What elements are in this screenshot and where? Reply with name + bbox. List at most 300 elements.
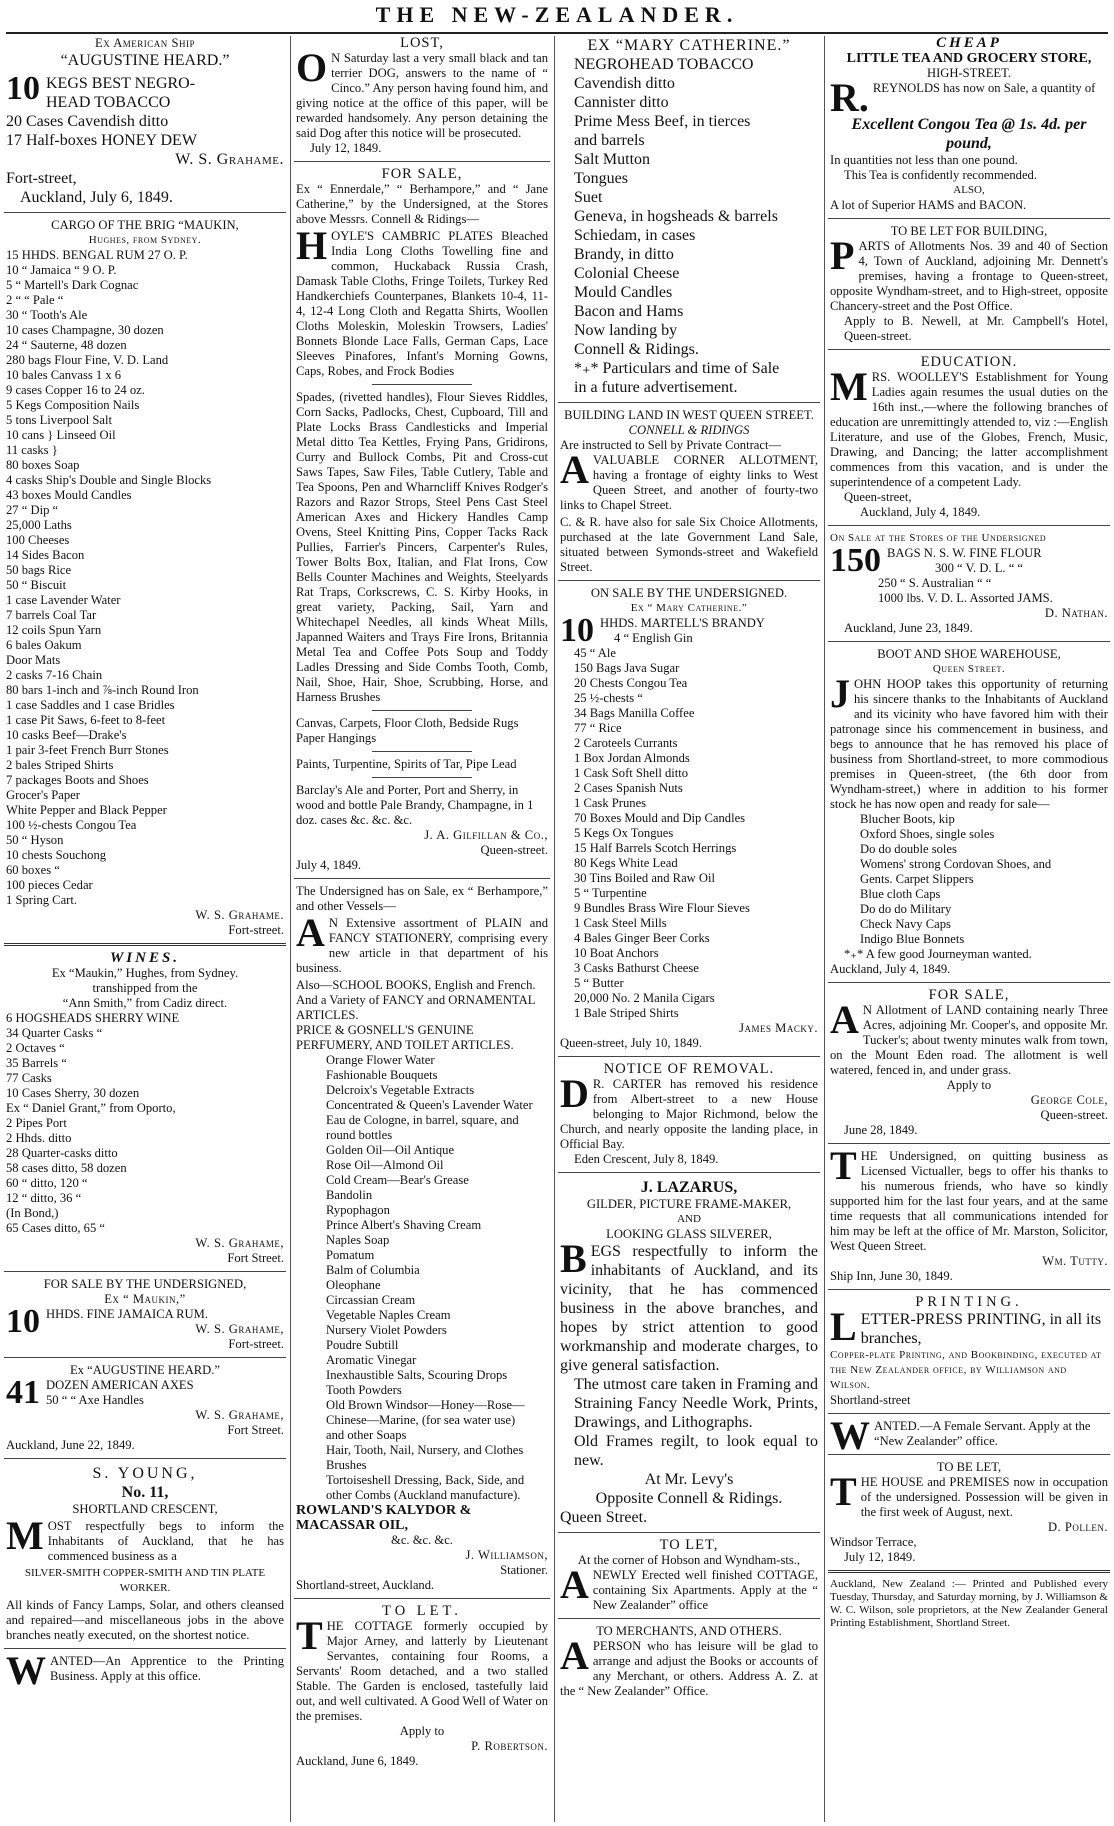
ad-line: 17 Half-boxes HONEY DEW [6,132,197,149]
list-item: Bacon and Hams [574,303,684,320]
list-item: Geneva, in hogsheads & barrels [574,208,778,225]
ad-signature: D. Nathan. [1044,606,1108,620]
drop-cap: A [296,910,325,955]
list-item: 2 casks 7-16 Chain [6,668,103,682]
ad-heading: BUILDING LAND IN WEST QUEEN STREET. [564,408,814,422]
ad-date: July 12, 1849. [844,1550,916,1564]
ad-date: Auckland, June 23, 1849. [844,621,973,635]
list-item: 1 pair 3-feet French Burr Stones [6,743,169,757]
ad-heading: EX “MARY CATHERINE.” [587,37,791,54]
ad-body: Barclay's Ale and Porter, Port and Sherry, in wood and bottle Pale Brandy, Champagne, in 1 doz. cases &c. &c. &c. [296,783,534,827]
drop-cap: D [560,1071,589,1116]
ad-signature: D. Pollen. [1047,1520,1108,1534]
drop-cap: T [830,1469,857,1514]
list-item: 100 ½-chests Congou Tea [6,818,137,832]
ad-line: Apply to [946,1078,992,1092]
list-item: 27 “ Dip “ [6,503,59,517]
ad-line: ALSO, [953,184,985,196]
list-item: 77 Casks [6,1071,52,1085]
ad-body: NEWLY Erected well finished COTTAGE, containing Six Apartments. Apply at the “ New Zealander” office [592,1568,818,1612]
list-item: 5 “ Turpentine [574,886,647,900]
ad-body: OHN HOOP takes this opportunity of returning his sincere thanks to the Inhabitants of Auckland and its vicinity who have favored him with their patronage since his commencement in business, and begs to announce that he has removed his place of business from Shortland-street, to more commodious premises in Queen-street, (the 6th door from Wyndham-street,) where in addition to his former stock he has now open and ready for sale— [830,677,1108,811]
macky-brandy-ad [560,586,818,1051]
list-item: Chinese—Marine, (for sea water use) [326,1413,516,1427]
list-item: 7 packages Boots and Shoes [6,773,149,787]
list-item: Tongues [574,170,628,187]
ad-place: Queen-street. [480,843,548,857]
ad-subheading: Queen Street. [932,663,1006,675]
list-item: Oxford Shoes, single soles [860,827,995,841]
list-item: Colonial Cheese [574,265,680,282]
gilfillan-ad [296,167,548,873]
ad-body: Ex “ Ennerdale,” “ Berhampore,” and “ Jane Catherine,” by the Undersigned, at the Stores above Messrs. Connell & Ridings— [296,182,548,226]
list-item: 50 “ Hyson [6,833,64,847]
ad-rule [558,1532,820,1533]
list-item: 2 “ “ Pale “ [6,293,64,307]
list-item: Rose Oil—Almond Oil [326,1158,444,1172]
list-item: round bottles [326,1128,393,1142]
list-item: 30 “ Tooth's Ale [6,308,88,322]
masthead: THE NEW-ZEALANDER. [375,2,739,27]
ad-body: The utmost care taken in Framing and Straining Fancy Needle Work, Prints, Drawings, and Lithographs. [574,1376,818,1431]
printer-imprint: Auckland, New Zealand :— Printed and Published every Tuesday, Thursday, and Saturday morning, by J. Williamson & W. C. Wilson, sole proprietors, at the New Zealander General Printing Establishment, Shortland Street. [830,1578,1108,1629]
ad-rule [828,349,1110,350]
ad-address: At Mr. Levy's [644,1471,734,1488]
ad-signature: J. Williamson, [465,1548,548,1562]
list-item: Cold Cream—Bear's Grease [326,1173,469,1187]
list-item: 7 barrels Coal Tar [6,608,97,622]
ad-heading: FOR SALE, [381,166,463,182]
list-item: Eau de Cologne, in barrel, square, and [326,1113,519,1127]
ad-rule [372,710,473,711]
list-item: 14 Sides Bacon [6,548,85,562]
lost-dog-ad [296,36,548,156]
list-item: 2 Pipes Port [6,1116,67,1130]
list-item: 28 Quarter-casks ditto [6,1146,118,1160]
list-item: 100 pieces Cedar [6,878,93,892]
stock-list [830,812,1108,947]
list-item: 1 Cask Soft Shell ditto [574,766,689,780]
list-item: 1 Box Jordan Almonds [574,751,690,765]
list-item: 10 bales Canvass 1 x 6 [6,368,122,382]
ad-signature: P. Robertson. [471,1739,548,1753]
ad-line: *₊* A few good Journeyman wanted. [844,947,1032,961]
ad-body: N Allotment of LAND containing nearly Three Acres, adjoining Mr. Cooper's, and opposite Mr. Tucker's; about twenty minutes walk from town, on the Mount Eden road. The allotment is well watered, fenced in, and under grass. [830,1003,1108,1077]
list-item: Concentrated & Queen's Lavender Water [326,1098,533,1112]
ad-place: Fort-street, [6,170,77,187]
ad-title: CHEAP [936,36,1002,51]
ad-number: 10 [6,1303,40,1340]
lazarus-ad [560,1178,818,1527]
building-land-ad [560,408,818,575]
maukin-cargo-ad [6,218,284,938]
ad-subheading: CONNELL & RIDINGS [628,423,750,437]
column-1 [4,36,286,1688]
list-item: 10 casks Beef—Drake's [6,728,127,742]
tutty-ad [830,1143,1108,1284]
list-item: Gents. Carpet Slippers [860,872,974,886]
ad-signature: J. A. Gilfillan & Co., [424,828,548,842]
list-item: Do do do Military [860,902,952,916]
ad-subheading: Ex “ Mary Catherine.” [630,602,748,614]
ad-body: Paints, Turpentine, Spirits of Tar, Pipe Lead [296,757,517,771]
ad-rule [372,384,473,385]
ad-date: Queen-street, July 10, 1849. [560,1036,702,1050]
cottage-hobson-ad [560,1538,818,1613]
list-item: and barrels [574,132,645,149]
education-ad [830,355,1108,520]
list-item: *₊* Particulars and time of Sale [574,360,780,377]
williamson-stationery-ad [296,884,548,1593]
list-item: Brushes [326,1458,367,1472]
list-item: 300 “ V. D. L. “ “ [935,561,1024,575]
ad-line: 20 Cases Cavendish ditto [6,113,169,130]
list-item: Golden Oil—Oil Antique [326,1143,455,1157]
list-item: 10 cases Champagne, 30 dozen [6,323,164,337]
ad-rule [4,1357,286,1358]
ad-body: EGS respectfully to inform the inhabitants of Auckland, and its vicinity, that he has commenced business in the above branches, and hopes by strict attention to good workmanship and moderate charges, to give general satisfaction. [560,1243,818,1374]
list-item: 80 Kegs White Lead [574,856,678,870]
ad-line: HHDS. MARTELL'S BRANDY [600,616,765,630]
ad-line: 50 “ “ Axe Handles [46,1393,144,1407]
list-item: Indigo Blue Bonnets [860,932,965,946]
list-item: Cannister ditto [574,94,669,111]
house-to-let-ad [830,1460,1108,1565]
ad-signature: W. S. Grahame, [195,1408,284,1422]
list-item: Balm of Columbia [326,1263,420,1277]
drop-cap: L [830,1304,857,1349]
list-item: 11 casks } [6,443,58,457]
ad-heading: NOTICE OF REMOVAL. [603,1061,775,1077]
list-item: 150 Bags Java Sugar [574,661,680,675]
ad-highlight: Excellent Congou Tea @ 1s. 4d. per pound, [851,116,1087,152]
ad-rule [828,982,1110,983]
ad-date: Auckland, June 6, 1849. [296,1754,419,1768]
list-item: 100 Cheeses [6,533,70,547]
ad-rule [828,1454,1110,1455]
ad-body: OYLE'S CAMBRIC PLATES Bleached India Long Cloths Towelling fine and common, Huckaback Russia Crash, Damask Table Cloths, Fringe Toilets, Turkey Red Handkerchiefs Counterpanes, Blankets 10-4, 11-4, 12-4 Long Cloth and Regatta Shirts, Woollen Cloths Moleskin, Moleskin Trowsers, Ladies' Bonnets Blonde Lace Falls, German Caps, Lace Sleeves Pinafores, Infant's Morning Gowns, Caps, Robes, and Frock Bodies [296,229,548,378]
ad-line: &c. &c. &c. [391,1533,453,1547]
ad-rule [4,943,286,946]
cottage-to-let-ad [296,1604,548,1769]
ad-number: 10 [560,612,594,649]
ad-subheading: At the corner of Hobson and Wyndham-sts., [577,1553,801,1567]
ad-signature: James Macky. [739,1021,818,1035]
ad-rule [372,751,473,752]
column-2 [294,36,550,1769]
ad-heading: EDUCATION. [920,354,1018,370]
list-item: 10 “ Jamaica “ 9 O. P. [6,263,117,277]
drop-cap: J [830,671,850,716]
list-item: 280 bags Flour Fine, V. D. Land [6,353,169,367]
ad-body: HE Undersigned, on quitting business as Licensed Victualler, begs to offer his thanks to his numerous friends, who have so kindly supported him for the last four years, and at the same time requests that all communications intended for him may be left at the office of Mr. Marston, Solicitor, West Queen Street. [830,1149,1108,1253]
land-for-sale-ad [830,988,1108,1138]
list-item: 9 cases Copper 16 to 24 oz. [6,383,145,397]
drop-cap: H [296,223,328,268]
ad-heading: TO BE LET FOR BUILDING, [890,224,1048,238]
ad-body: A lot of Superior HAMS and BACON. [830,198,1027,212]
ad-rule [558,1618,820,1619]
nathan-flour-ad [830,531,1108,636]
ad-rule [294,878,550,879]
list-item: Cavendish ditto [574,75,675,92]
list-item: 77 “ Rice [574,721,622,735]
ad-heading: S. YOUNG, [92,1465,198,1482]
list-item: 5 tons Liverpool Salt [6,413,112,427]
drop-cap: T [830,1143,857,1188]
printing-ad [830,1295,1108,1408]
list-item: Blucher Boots, kip [860,812,955,826]
ad-date: Auckland, June 22, 1849. [6,1438,135,1452]
ad-place: Queen-street, [844,490,912,504]
list-item: Grocer's Paper [6,788,80,802]
drop-cap: T [296,1613,323,1658]
list-item: Blue cloth Caps [860,887,941,901]
drop-cap: A [560,1562,589,1607]
list-item: Naples Soap [326,1233,390,1247]
list-item: 10 cans } Linseed Oil [6,428,116,442]
ad-address: Opposite Connell & Ridings. [595,1490,783,1507]
ad-subheading: Ex “ Maukin,” [104,1292,186,1306]
list-item: 4 casks Ship's Double and Single Blocks [6,473,212,487]
ad-signature: W. S. Grahame, [195,1322,284,1336]
list-item: Brandy, in ditto [574,246,674,263]
drop-cap: R. [830,75,869,120]
list-item: 43 boxes Mould Candles [6,488,132,502]
list-item: 12 “ ditto, 36 “ [6,1191,82,1205]
list-item: Hair, Tooth, Nail, Nursery, and Clothes [326,1443,524,1457]
axes-ad [6,1363,284,1453]
ad-heading: Ex “AUGUSTINE HEARD.” [69,1363,221,1377]
ad-heading: CARGO OF THE BRIG “MAUKIN, [51,218,239,232]
ad-body: C. & R. have also for sale Six Choice Allotments, purchased at the late Government Land Sale, situated between Symonds-street and Wakefield Street. [560,515,818,574]
list-item: 50 “ Biscuit [6,578,67,592]
list-item: 6 HOGSHEADS SHERRY WINE [6,1011,180,1025]
ad-title: WINES. [109,950,181,966]
ad-role: Stationer. [500,1563,548,1577]
list-item: Pomatum [326,1248,375,1262]
young-ad [6,1464,284,1643]
ad-body: N Saturday last a very small black and tan terrier DOG, answers to the name of “ Cinco.” Any person having found him, and giving notice at the office of this paper, will be rewarded handsomely. Any person detaining the said Dog after this notice will be prosecuted. [296,51,548,140]
ad-date: Eden Crescent, July 8, 1849. [574,1152,719,1166]
ad-body: RS. WOOLLEY'S Establishment for Young Ladies again resumes the usual duties on the 16th inst.,—where the following branches of education are unremittingly attended to, viz :—English Literature, and use of the Globes, French, Music, Drawing, and Dancing; the latter accomplishment commences from this vacation, and is under the superintendence of a competent Lady. [830,370,1108,489]
list-item: 10 chests Souchong [6,848,107,862]
ad-signature: W. S. Grahame. [175,151,284,168]
ad-rule [558,1056,820,1057]
list-item: 25,000 Laths [6,518,72,532]
ad-rule [372,777,473,778]
ad-place: Fort-street. [228,923,284,937]
ad-heading: LOST, [400,36,444,51]
wanted-servant: ANTED.—A Female Servant. Apply at the “New Zealander” office. [874,1419,1091,1448]
wanted-apprentice: ANTED—An Apprentice to the Printing Business. Apply at this office. [50,1654,284,1683]
ad-heading: On Sale at the Stores of the Undersigned [830,532,1047,544]
list-item: 58 cases ditto, 58 dozen [6,1161,127,1175]
ad-subheading: No. 11, [121,1484,169,1501]
augustine-heard-ad [6,36,284,207]
ad-body: HE HOUSE and PREMISES now in occupation of the undersigned. Possession will be given in the first week of August, next. [860,1475,1108,1519]
list-item: and other Soaps [326,1428,407,1442]
ad-line: And a Variety of FANCY and ORNAMENTAL ARTICLES. [296,993,535,1022]
list-item: (In Bond,) [6,1206,59,1220]
ad-line: Also—SCHOOL BOOKS, English and French. [296,978,536,992]
ad-rule [558,580,820,581]
ad-number: 150 [830,542,881,579]
ad-rule [828,525,1110,526]
list-item: 3 Casks Bathurst Cheese [574,961,699,975]
drop-cap: A [830,997,859,1042]
list-item: 1 Cask Steel Mills [574,916,667,930]
list-item: Orange Flower Water [326,1053,435,1067]
list-item: Delcroix's Vegetable Extracts [326,1083,475,1097]
list-item: Suet [574,189,603,206]
list-item: 2 Caroteels Currants [574,736,678,750]
ad-line: transhipped from the [92,981,198,995]
list-item: 1 Spring Cart. [6,893,78,907]
ad-line: BAGS N. S. W. FINE FLOUR [887,546,1042,560]
ad-body: HE COTTAGE formerly occupied by Major Arney, and latterly by Lieutenant Servantes, containing four Rooms, a Servants' Room detached, and a two stalled Stable. The Garden is enclosed, tastefully laid out, and well cultivated. A Good Well of Water on the premises. [296,1619,548,1723]
list-item: 1 Bale Striped Shirts [574,1006,679,1020]
ad-line: HHDS. FINE JAMAICA RUM. [46,1307,208,1321]
ad-signature: W. S. Grahame, [195,1236,284,1250]
column-rule [824,36,825,1822]
cargo-list [560,631,818,1021]
list-item: NEGROHEAD TOBACCO [574,56,754,73]
ad-heading: Ex American Ship [95,36,195,50]
list-item: Poudre Subtill [326,1338,399,1352]
list-item: Fashionable Bouquets [326,1068,438,1082]
column-rule [290,36,291,1822]
list-item: 1 case Pit Saws, 6-feet to 8-feet [6,713,166,727]
ad-body: All kinds of Fancy Lamps, Solar, and others cleansed and repaired—and miscellaneous jobs in the above branches neatly executed, on the shortest notice. [6,1598,284,1642]
ad-body: Spades, (rivetted handles), Flour Sieves Riddles, Corn Sacks, Padlocks, Chest, Cupboard, Till and Plate Locks Brass Candlesticks and Imperial Metal ditto Tea Kettles, Frying Pans, Gridirons, Curry and Bullock Combs, Pit and Cross-cut Saws Tapes, Saw Files, Table Cutlery, Table and Tea Spoons, Pen and Wharncliff Knives Rodger's Razors and Razor Strops, Steel Pens Cast Steel American Axes and Hickery Handles Camp Ovens, Steel Knitting Pins, Copper Tacks Rack Pullies, Farrier's Pincers, Carpenter's Rules, Tower Bolts Box, Italian, and Flat Irons, Cow Bells Counter Machines and Weights, Steelyards Rat Traps, Corkscrews, C. S. Kirby Hooks, in great variety, Packing, Sail, Yarn and Whitechapel Needles, all kinds Wheat Mills, Japanned Waiters and Trays Fire Irons, Britannia Metal Tea and Coffee Pots Soup and Toddy Ladles Dressing and Side Combs Tooth, Comb, Nail, Shoe, Hair, Shoe, Scrubbing, Horse, and Harness Brushes [296,390,548,704]
list-item: 34 Bags Manilla Coffee [574,706,695,720]
list-item: Tooth Powders [326,1383,402,1397]
ad-rule [4,1271,286,1272]
ad-body: Old Frames regilt, to look equal to new. [574,1433,818,1469]
ad-date: Ship Inn, June 30, 1849. [830,1269,953,1283]
ad-subheading: HIGH-STREET. [926,66,1012,80]
ad-body: Are instructed to Sell by Private Contract— [560,438,782,452]
list-item: Do do double soles [860,842,957,856]
list-item: Womens' strong Cordovan Shoes, and [860,857,1052,871]
ad-place: Shortland-street, Auckland. [296,1578,435,1592]
list-item: 5 “ Butter [574,976,624,990]
list-item: 1 case Lavender Water [6,593,121,607]
list-item: 5 Kegs Ox Tongues [574,826,674,840]
list-item: 4 Bales Ginger Beer Corks [574,931,710,945]
ad-heading: BOOT AND SHOE WAREHOUSE, [877,647,1061,661]
ad-line: “Ann Smith,” from Cadiz direct. [62,996,228,1010]
ad-body: This Tea is confidently recommended. [844,168,1037,182]
cargo-list [6,248,284,908]
ad-rule [294,161,550,162]
ad-heading: “AUGUSTINE HEARD.” [60,52,230,69]
list-item: White Pepper and Black Pepper [6,803,167,817]
ad-body: VALUABLE CORNER ALLOTMENT, having a frontage of eighty links to West Queen Street, and another of fourty-two links to Chapel Street. [560,453,818,512]
ad-date: Auckland, July 6, 1849. [20,189,173,206]
ad-heading: LITTLE TEA AND GROCERY STORE, [846,51,1092,66]
ad-line: Apply to [399,1724,445,1738]
ad-place: Fort Street. [227,1251,284,1265]
ad-rule [828,1289,1110,1290]
ad-body: ETTER-PRESS PRINTING, in all its branches, [860,1311,1102,1347]
list-item: Mould Candles [574,284,673,301]
list-item: 10 Cases Sherry, 30 dozen [6,1086,140,1100]
ad-heading: FOR SALE BY THE UNDERSIGNED, [43,1277,247,1291]
ad-signature: Wm. Tutty. [1042,1254,1108,1268]
ad-body: In quantities not less than one pound. [830,153,1018,167]
ad-place: Windsor Terrace, [830,1535,917,1549]
ad-body: OST respectfully begs to inform the Inhabitants of Auckland, that he has commenced business as a [47,1519,284,1563]
list-item: Aromatic Vinegar [326,1353,417,1367]
list-item: Ex “ Daniel Grant,” from Oporto, [6,1101,176,1115]
merchants-ad [560,1624,818,1699]
ad-heading: TO BE LET, [936,1460,1002,1474]
ad-heading: FOR SALE, [928,987,1010,1003]
ad-signature: George Cole, [1030,1093,1108,1107]
ad-number: 41 [6,1374,40,1411]
list-item: Check Navy Caps [860,917,951,931]
list-item: Inexhaustible Salts, Scouring Drops [326,1368,508,1382]
ad-date: July 12, 1849. [310,141,382,155]
removal-notice-ad [560,1062,818,1167]
list-item: 5 Kegs Composition Nails [6,398,140,412]
list-item: Prince Albert's Shaving Cream [326,1218,482,1232]
cargo-list [560,55,818,397]
list-item: 24 “ Sauterne, 48 dozen [6,338,127,352]
list-item: 15 Half Barrels Scotch Herrings [574,841,737,855]
list-item: 2 Octaves “ [6,1041,65,1055]
list-item: 20,000 No. 2 Manila Cigars [574,991,715,1005]
list-item: Connell & Ridings. [574,341,699,358]
wine-list [6,1011,284,1236]
ad-body: Copper-plate Printing, and Bookbinding, executed at the New Zealander office, by Williamson and Wilson. [830,1349,1102,1391]
drop-cap: B [560,1236,587,1281]
list-item: in a future advertisement. [574,379,738,396]
ad-rule [828,641,1110,642]
list-item: 2 Hhds. ditto [6,1131,72,1145]
list-item: 20 Chests Congou Tea [574,676,688,690]
masthead-rule [6,32,1108,34]
ad-heading: TO LET. [382,1603,462,1619]
ad-place: Fort Street. [227,1423,284,1437]
ad-body: R. CARTER has removed his residence from Albert-street to a new House belonging to Major Richmond, below the Church, and nearly opposite the landing place, in Official Bay. [560,1077,818,1151]
ad-heading: PRINTING. [915,1294,1023,1310]
ad-heading: J. LAZARUS, [640,1179,738,1196]
list-item: 35 Barrels “ [6,1056,67,1070]
ad-place: Queen-street. [1040,1108,1108,1122]
ad-place: Shortland-street [830,1393,911,1407]
list-item: 65 Cases ditto, 65 “ [6,1221,105,1235]
allotments-ad [830,224,1108,344]
ad-body: Apply to B. Newell, at Mr. Campbell's Hotel, Queen-street. [844,314,1108,343]
list-item: 50 bags Rice [6,563,72,577]
list-item: Door Mats [6,653,61,667]
ad-date: July 4, 1849. [296,858,362,872]
ad-rule [4,212,286,213]
column-3 [558,36,820,1699]
list-item: Circassian Cream [326,1293,416,1307]
ad-subheading: AND [677,1213,701,1225]
list-item: 6 bales Oakum [6,638,82,652]
drop-cap: W [830,1413,870,1458]
list-item: 80 bars 1-inch and ⅞-inch Round Iron [6,683,199,697]
list-item: 34 Quarter Casks “ [6,1026,103,1040]
list-item: Nursery Violet Powders [326,1323,447,1337]
column-4 [828,36,1110,1630]
ad-body: The Undersigned has on Sale, ex “ Berhampore,” and other Vessels— [296,884,548,913]
